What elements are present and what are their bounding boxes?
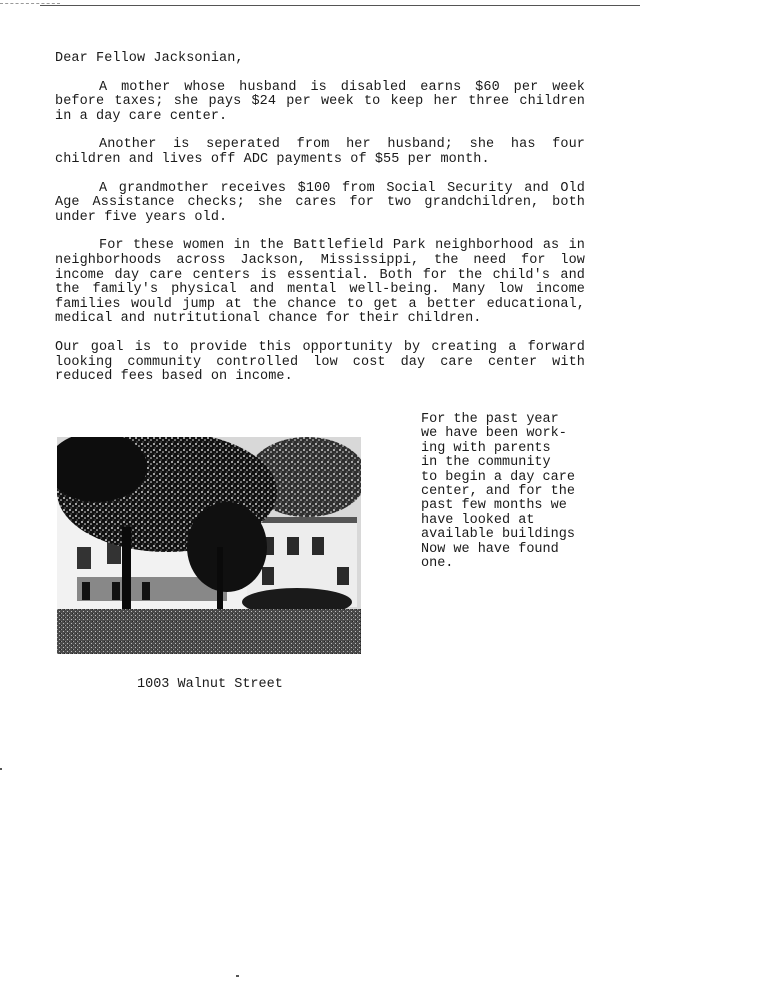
paragraph-goal: Our goal is to provide this opportunity by creating a forward looking community controlled low cost day care center with reduced fees based on income. xyxy=(55,339,585,385)
header-rule xyxy=(40,5,640,6)
scan-speck xyxy=(236,975,239,977)
salutation: Dear Fellow Jacksonian, xyxy=(55,51,244,66)
paragraph-mother: A mother whose husband is disabled earns $60 per week before taxes; she pays $24 per week to keep her three children in a day care center. xyxy=(55,79,585,124)
paragraph-need: For these women in the Battlefield Park neighborhood as in neighborhoods across Jackson, Mississippi, the need for low income day care centers is essential. Both for the child's and the family's physical and mental well-being. Many low income families would jump at the chance to get a better educational, medical and nutritutional chance for their children. xyxy=(55,238,585,327)
sidebar-paragraph: For the past year we have been work- ing with parents in the community to begin a day care center, and for the past few months we have looked at available buildings Now we have found one. xyxy=(421,412,575,572)
building-photo xyxy=(57,437,361,654)
letter-body xyxy=(55,52,585,399)
photo-caption: 1003 Walnut Street xyxy=(137,677,283,692)
scan-speck xyxy=(0,768,2,770)
paragraph-separated: Another is seperated from her husband; she has four children and lives off ADC payments of $55 per month. xyxy=(55,137,585,167)
scan-artifact-line xyxy=(0,3,60,4)
paragraph-grandmother: A grandmother receives $100 from Social Security and Old Age Assistance checks; she cares for two grandchildren, both under five years old. xyxy=(55,180,585,225)
